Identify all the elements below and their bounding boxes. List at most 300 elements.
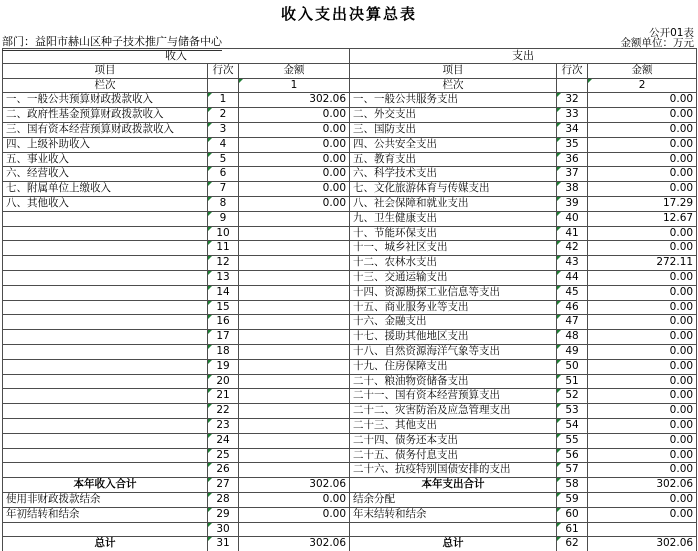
cell-flag-triangle-icon xyxy=(208,197,212,201)
table-row xyxy=(3,137,697,152)
cell-flag-triangle-icon xyxy=(588,79,592,83)
cell-flag-triangle-icon xyxy=(208,167,212,171)
income-amount-cell[interactable]: 0.00 xyxy=(239,182,350,197)
expense-line-cell[interactable]: 33 xyxy=(557,108,588,123)
income-line-cell[interactable]: 12 xyxy=(208,256,239,271)
cell-flag-triangle-icon xyxy=(208,108,212,112)
income-item-cell[interactable] xyxy=(3,241,208,256)
expense-item-cell[interactable]: 二十一、国有资本经营预算支出 xyxy=(350,389,557,404)
expense-line-cell[interactable]: 41 xyxy=(557,226,588,241)
expense-line-cell[interactable]: 35 xyxy=(557,137,588,152)
cell-flag-triangle-icon xyxy=(557,508,561,512)
cell-flag-triangle-icon xyxy=(208,93,212,97)
cell-flag-triangle-icon xyxy=(208,330,212,334)
income-line-cell[interactable]: 15 xyxy=(208,300,239,315)
expense-item-cell[interactable]: 五、教育支出 xyxy=(350,152,557,167)
table-row xyxy=(3,522,697,537)
income-item-cell[interactable]: 年初结转和结余 xyxy=(3,507,208,522)
expense-line-cell[interactable]: 48 xyxy=(557,330,588,345)
expense-line-cell[interactable]: 40 xyxy=(557,211,588,226)
table-row xyxy=(3,507,697,522)
expense-item-cell[interactable]: 二十三、其他支出 xyxy=(350,418,557,433)
table-row xyxy=(3,108,697,123)
income-amount-cell[interactable] xyxy=(239,433,350,448)
cell-flag-triangle-icon xyxy=(557,493,561,497)
table-row xyxy=(3,344,697,359)
income-item-cell[interactable]: 五、事业收入 xyxy=(3,152,208,167)
cell-flag-triangle-icon xyxy=(208,389,212,393)
table-row xyxy=(3,256,697,271)
expense-line-cell[interactable]: 39 xyxy=(557,196,588,211)
cell-flag-triangle-icon xyxy=(557,138,561,142)
cell-flag-triangle-icon xyxy=(557,108,561,112)
income-item-cell[interactable]: 使用非财政拨款结余 xyxy=(3,492,208,507)
income-line-cell[interactable]: 25 xyxy=(208,448,239,463)
table-row xyxy=(3,93,697,108)
cell-flag-triangle-icon xyxy=(557,315,561,319)
cell-flag-triangle-icon xyxy=(557,286,561,290)
expense-amount-cell[interactable]: 17.29 xyxy=(588,196,697,211)
summary-table xyxy=(2,48,697,551)
expense-amount-cell[interactable]: 0.00 xyxy=(588,344,697,359)
income-item-cell[interactable] xyxy=(3,389,208,404)
expense-item-cell[interactable]: 三、国防支出 xyxy=(350,122,557,137)
income-amount-cell[interactable] xyxy=(239,256,350,271)
table-row xyxy=(3,211,697,226)
expense-item-cell[interactable]: 一、一般公共服务支出 xyxy=(350,93,557,108)
expense-amount-cell[interactable] xyxy=(588,522,697,537)
income-line-cell[interactable]: 31 xyxy=(208,537,239,551)
income-line-cell[interactable]: 6 xyxy=(208,167,239,182)
income-amount-cell[interactable]: 0.00 xyxy=(239,108,350,123)
cell-flag-triangle-icon xyxy=(208,153,212,157)
expense-amount-cell[interactable]: 0.00 xyxy=(588,167,697,182)
table-row xyxy=(3,389,697,404)
table-row xyxy=(3,182,697,197)
income-amount-cell[interactable] xyxy=(239,330,350,345)
cell-flag-triangle-icon xyxy=(208,256,212,260)
income-amount-cell[interactable] xyxy=(239,270,350,285)
expense-line-cell[interactable]: 45 xyxy=(557,285,588,300)
income-item-cell[interactable] xyxy=(3,226,208,241)
income-item-cell[interactable] xyxy=(3,463,208,478)
expense-line-cell[interactable]: 59 xyxy=(557,492,588,507)
expense-line-cell[interactable]: 53 xyxy=(557,404,588,419)
section-expense[interactable]: 支出 xyxy=(350,49,697,64)
income-item-cell[interactable] xyxy=(3,433,208,448)
table-row xyxy=(3,270,697,285)
cell-flag-triangle-icon xyxy=(239,79,243,83)
table-row xyxy=(3,285,697,300)
expense-line-cell[interactable]: 52 xyxy=(557,389,588,404)
expense-amount-cell[interactable]: 272.11 xyxy=(588,256,697,271)
expense-line-cell[interactable]: 49 xyxy=(557,344,588,359)
cell-flag-triangle-icon xyxy=(208,449,212,453)
income-line-cell[interactable]: 27 xyxy=(208,478,239,493)
expense-item-cell[interactable]: 本年支出合计 xyxy=(350,478,557,493)
cell-flag-triangle-icon xyxy=(208,523,212,527)
income-amount-cell[interactable] xyxy=(239,315,350,330)
income-line-cell[interactable]: 30 xyxy=(208,522,239,537)
income-line-cell[interactable]: 23 xyxy=(208,418,239,433)
expense-item-cell[interactable]: 十二、农林水支出 xyxy=(350,256,557,271)
income-line-cell[interactable]: 26 xyxy=(208,463,239,478)
cell-flag-triangle-icon xyxy=(557,330,561,334)
cell-flag-triangle-icon xyxy=(208,271,212,275)
cell-flag-triangle-icon xyxy=(208,286,212,290)
income-line-cell[interactable]: 14 xyxy=(208,285,239,300)
expense-line-cell[interactable]: 36 xyxy=(557,152,588,167)
cell-flag-triangle-icon xyxy=(208,478,212,482)
income-amount-cell[interactable]: 0.00 xyxy=(239,167,350,182)
income-line-cell[interactable]: 2 xyxy=(208,108,239,123)
cell-flag-triangle-icon xyxy=(557,345,561,349)
income-item-cell[interactable] xyxy=(3,404,208,419)
income-amount-cell[interactable]: 302.06 xyxy=(239,478,350,493)
expense-line-cell[interactable]: 50 xyxy=(557,359,588,374)
table-row xyxy=(3,359,697,374)
expense-amount-cell[interactable]: 0.00 xyxy=(588,182,697,197)
expense-item-cell[interactable]: 二十六、抗疫特别国债安排的支出 xyxy=(350,463,557,478)
expense-amount-cell[interactable]: 12.67 xyxy=(588,211,697,226)
cell-flag-triangle-icon xyxy=(557,389,561,393)
income-amount-cell[interactable] xyxy=(239,211,350,226)
expense-item-cell[interactable]: 十、节能环保支出 xyxy=(350,226,557,241)
income-line-cell[interactable]: 10 xyxy=(208,226,239,241)
expense-amount-cell[interactable]: 0.00 xyxy=(588,315,697,330)
income-line-cell[interactable]: 4 xyxy=(208,137,239,152)
expense-amount-cell[interactable]: 0.00 xyxy=(588,152,697,167)
expense-item-cell[interactable]: 十九、住房保障支出 xyxy=(350,359,557,374)
cell-flag-triangle-icon xyxy=(208,345,212,349)
income-line-cell[interactable]: 13 xyxy=(208,270,239,285)
income-item-cell[interactable] xyxy=(3,522,208,537)
income-line-cell[interactable]: 21 xyxy=(208,389,239,404)
expense-amount-header[interactable]: 金额 xyxy=(588,63,697,78)
expense-amount-cell[interactable]: 302.06 xyxy=(588,478,697,493)
banci-value-text: 2 xyxy=(638,78,646,91)
cell-flag-triangle-icon xyxy=(557,182,561,186)
cell-flag-triangle-icon xyxy=(208,360,212,364)
expense-amount-cell[interactable]: 0.00 xyxy=(588,448,697,463)
income-item-cell[interactable] xyxy=(3,359,208,374)
income-banci-value[interactable] xyxy=(239,78,350,93)
income-line-cell[interactable]: 28 xyxy=(208,492,239,507)
expense-amount-cell[interactable]: 0.00 xyxy=(588,330,697,345)
expense-amount-cell[interactable]: 0.00 xyxy=(588,359,697,374)
income-amount-cell[interactable] xyxy=(239,285,350,300)
table-row xyxy=(3,418,697,433)
expense-amount-cell[interactable]: 0.00 xyxy=(588,404,697,419)
cell-flag-triangle-icon xyxy=(557,478,561,482)
income-line-cell[interactable]: 11 xyxy=(208,241,239,256)
cell-flag-triangle-icon xyxy=(557,404,561,408)
income-amount-cell[interactable]: 0.00 xyxy=(239,507,350,522)
expense-amount-cell[interactable]: 0.00 xyxy=(588,389,697,404)
income-amount-cell[interactable] xyxy=(239,404,350,419)
expense-item-cell[interactable]: 十三、交通运输支出 xyxy=(350,270,557,285)
expense-amount-cell[interactable]: 0.00 xyxy=(588,463,697,478)
income-item-cell[interactable] xyxy=(3,270,208,285)
income-line-cell[interactable]: 17 xyxy=(208,330,239,345)
expense-amount-cell[interactable]: 0.00 xyxy=(588,507,697,522)
expense-line-cell[interactable]: 55 xyxy=(557,433,588,448)
cell-flag-triangle-icon xyxy=(557,256,561,260)
cell-flag-triangle-icon xyxy=(208,241,212,245)
expense-item-cell[interactable]: 八、社会保障和就业支出 xyxy=(350,196,557,211)
income-line-cell[interactable]: 22 xyxy=(208,404,239,419)
income-line-cell[interactable]: 3 xyxy=(208,122,239,137)
income-item-cell[interactable] xyxy=(3,344,208,359)
cell-flag-triangle-icon xyxy=(557,463,561,467)
table-row xyxy=(3,404,697,419)
expense-amount-cell[interactable]: 0.00 xyxy=(588,374,697,389)
cell-flag-triangle-icon xyxy=(557,212,561,216)
table-row xyxy=(3,315,697,330)
expense-line-cell[interactable]: 44 xyxy=(557,270,588,285)
income-amount-cell[interactable] xyxy=(239,389,350,404)
income-item-cell[interactable] xyxy=(3,300,208,315)
table-row xyxy=(3,330,697,345)
expense-item-cell[interactable]: 二十四、债务还本支出 xyxy=(350,433,557,448)
expense-line-cell[interactable]: 57 xyxy=(557,463,588,478)
expense-line-cell[interactable]: 51 xyxy=(557,374,588,389)
cell-flag-triangle-icon xyxy=(208,123,212,127)
cell-flag-triangle-icon xyxy=(557,167,561,171)
expense-line-cell[interactable]: 61 xyxy=(557,522,588,537)
income-line-cell[interactable]: 18 xyxy=(208,344,239,359)
expense-item-cell[interactable]: 十七、援助其他地区支出 xyxy=(350,330,557,345)
income-line-cell[interactable]: 29 xyxy=(208,507,239,522)
income-item-header[interactable]: 项目 xyxy=(3,63,208,78)
income-line-cell[interactable]: 7 xyxy=(208,182,239,197)
table-body xyxy=(3,93,697,551)
expense-item-cell[interactable]: 二十二、灾害防治及应急管理支出 xyxy=(350,404,557,419)
income-amount-cell[interactable]: 0.00 xyxy=(239,152,350,167)
cell-flag-triangle-icon xyxy=(208,419,212,423)
income-amount-cell[interactable]: 0.00 xyxy=(239,137,350,152)
expense-line-cell[interactable]: 46 xyxy=(557,300,588,315)
cell-flag-triangle-icon xyxy=(557,375,561,379)
expense-line-cell[interactable]: 32 xyxy=(557,93,588,108)
income-amount-cell[interactable] xyxy=(239,463,350,478)
expense-line-cell[interactable]: 62 xyxy=(557,537,588,551)
expense-line-header[interactable]: 行次 xyxy=(557,63,588,78)
section-header-row xyxy=(3,49,697,64)
cell-flag-triangle-icon xyxy=(208,182,212,186)
income-amount-cell[interactable] xyxy=(239,241,350,256)
expense-item-cell[interactable]: 十五、商业服务业等支出 xyxy=(350,300,557,315)
expense-line-cell[interactable]: 38 xyxy=(557,182,588,197)
income-line-cell[interactable]: 9 xyxy=(208,211,239,226)
income-amount-cell[interactable] xyxy=(239,522,350,537)
table-row xyxy=(3,492,697,507)
income-amount-cell[interactable]: 302.06 xyxy=(239,93,350,108)
income-item-cell[interactable]: 总计 xyxy=(3,537,208,551)
report-header xyxy=(0,0,698,48)
income-amount-cell[interactable]: 0.00 xyxy=(239,196,350,211)
expense-amount-cell[interactable]: 0.00 xyxy=(588,226,697,241)
cell-flag-triangle-icon xyxy=(208,404,212,408)
expense-amount-cell[interactable]: 0.00 xyxy=(588,418,697,433)
table-row xyxy=(3,300,697,315)
expense-item-cell[interactable]: 六、科学技术支出 xyxy=(350,167,557,182)
page-title: 收入支出决算总表 xyxy=(280,5,417,23)
expense-item-cell[interactable]: 二、外交支出 xyxy=(350,108,557,123)
cell-flag-triangle-icon xyxy=(557,523,561,527)
cell-flag-triangle-icon xyxy=(208,212,212,216)
income-amount-cell[interactable] xyxy=(239,418,350,433)
income-line-cell[interactable]: 1 xyxy=(208,93,239,108)
cell-flag-triangle-icon xyxy=(557,271,561,275)
cell-flag-triangle-icon xyxy=(557,197,561,201)
table-row xyxy=(3,374,697,389)
expense-item-cell[interactable]: 二十五、债务付息支出 xyxy=(350,448,557,463)
income-item-cell[interactable] xyxy=(3,374,208,389)
expense-banci-label[interactable]: 栏次 xyxy=(350,78,557,93)
expense-item-header[interactable]: 项目 xyxy=(350,63,557,78)
cell-flag-triangle-icon xyxy=(208,138,212,142)
income-line-cell[interactable]: 5 xyxy=(208,152,239,167)
expense-amount-cell[interactable]: 0.00 xyxy=(588,93,697,108)
cell-flag-triangle-icon xyxy=(208,537,212,541)
income-amount-cell[interactable] xyxy=(239,359,350,374)
income-item-cell[interactable]: 三、国有资本经营预算财政拨款收入 xyxy=(3,122,208,137)
income-item-cell[interactable]: 八、其他收入 xyxy=(3,196,208,211)
expense-item-cell[interactable]: 结余分配 xyxy=(350,492,557,507)
expense-item-cell[interactable] xyxy=(350,522,557,537)
expense-item-cell[interactable]: 九、卫生健康支出 xyxy=(350,211,557,226)
expense-amount-cell[interactable]: 0.00 xyxy=(588,270,697,285)
expense-amount-cell[interactable]: 0.00 xyxy=(588,433,697,448)
table-row xyxy=(3,463,697,478)
income-amount-cell[interactable] xyxy=(239,374,350,389)
expense-line-cell[interactable]: 43 xyxy=(557,256,588,271)
banci-row xyxy=(3,78,697,93)
expense-item-cell[interactable]: 总计 xyxy=(350,537,557,551)
income-line-cell[interactable]: 19 xyxy=(208,359,239,374)
income-line-cell[interactable]: 20 xyxy=(208,374,239,389)
cell-flag-triangle-icon xyxy=(208,434,212,438)
cell-flag-triangle-icon xyxy=(557,360,561,364)
expense-amount-cell[interactable]: 0.00 xyxy=(588,300,697,315)
income-line-cell[interactable]: 16 xyxy=(208,315,239,330)
expense-item-cell[interactable]: 四、公共安全支出 xyxy=(350,137,557,152)
cell-flag-triangle-icon xyxy=(208,315,212,319)
income-amount-cell[interactable] xyxy=(239,300,350,315)
expense-line-cell[interactable]: 58 xyxy=(557,478,588,493)
cell-flag-triangle-icon xyxy=(557,153,561,157)
expense-amount-cell[interactable]: 0.00 xyxy=(588,241,697,256)
expense-line-cell[interactable]: 60 xyxy=(557,507,588,522)
cell-flag-triangle-icon xyxy=(557,449,561,453)
expense-item-cell[interactable]: 十六、金融支出 xyxy=(350,315,557,330)
income-amount-cell[interactable] xyxy=(239,226,350,241)
cell-flag-triangle-icon xyxy=(557,123,561,127)
expense-amount-cell[interactable]: 0.00 xyxy=(588,285,697,300)
cell-flag-triangle-icon xyxy=(208,508,212,512)
cell-flag-triangle-icon xyxy=(557,419,561,423)
cell-flag-triangle-icon xyxy=(208,375,212,379)
income-item-cell[interactable]: 一、一般公共预算财政拨款收入 xyxy=(3,93,208,108)
cell-flag-triangle-icon xyxy=(557,227,561,231)
cell-flag-triangle-icon xyxy=(557,434,561,438)
table-row xyxy=(3,196,697,211)
expense-line-cell[interactable]: 54 xyxy=(557,418,588,433)
income-amount-cell[interactable]: 0.00 xyxy=(239,492,350,507)
income-item-cell[interactable] xyxy=(3,418,208,433)
cell-flag-triangle-icon xyxy=(557,241,561,245)
income-item-cell[interactable]: 本年收入合计 xyxy=(3,478,208,493)
expense-banci-value[interactable] xyxy=(588,78,697,93)
income-banci-line-cell[interactable] xyxy=(208,78,239,93)
department-label: 部门：益阳市赫山区种子技术推广与储备中心 xyxy=(2,33,222,51)
table-row xyxy=(3,537,697,551)
cell-flag-triangle-icon xyxy=(208,463,212,467)
income-item-cell[interactable] xyxy=(3,315,208,330)
income-item-cell[interactable] xyxy=(3,330,208,345)
table-row xyxy=(3,241,697,256)
expense-line-cell[interactable]: 47 xyxy=(557,315,588,330)
expense-item-cell[interactable]: 十四、资源勘探工业信息等支出 xyxy=(350,285,557,300)
expense-item-cell[interactable]: 年末结转和结余 xyxy=(350,507,557,522)
income-item-cell[interactable]: 六、经营收入 xyxy=(3,167,208,182)
expense-item-cell[interactable]: 十八、自然资源海洋气象等支出 xyxy=(350,344,557,359)
expense-amount-cell[interactable]: 0.00 xyxy=(588,492,697,507)
cell-flag-triangle-icon xyxy=(557,93,561,97)
cell-flag-triangle-icon xyxy=(208,301,212,305)
cell-flag-triangle-icon xyxy=(208,493,212,497)
income-line-header[interactable]: 行次 xyxy=(208,63,239,78)
expense-amount-cell[interactable]: 0.00 xyxy=(588,137,697,152)
expense-line-cell[interactable]: 37 xyxy=(557,167,588,182)
expense-item-cell[interactable]: 七、文化旅游体育与传媒支出 xyxy=(350,182,557,197)
expense-line-cell[interactable]: 56 xyxy=(557,448,588,463)
expense-item-cell[interactable]: 二十、粮油物资储备支出 xyxy=(350,374,557,389)
income-line-cell[interactable]: 24 xyxy=(208,433,239,448)
table-row xyxy=(3,152,697,167)
income-item-cell[interactable] xyxy=(3,285,208,300)
income-item-cell[interactable]: 七、附属单位上缴收入 xyxy=(3,182,208,197)
expense-amount-cell[interactable]: 0.00 xyxy=(588,108,697,123)
table-row xyxy=(3,122,697,137)
income-item-cell[interactable] xyxy=(3,448,208,463)
table-row xyxy=(3,167,697,182)
income-item-cell[interactable] xyxy=(3,256,208,271)
income-amount-cell[interactable]: 302.06 xyxy=(239,537,350,551)
income-amount-cell[interactable] xyxy=(239,448,350,463)
expense-line-cell[interactable]: 34 xyxy=(557,122,588,137)
table-row xyxy=(3,448,697,463)
income-amount-header[interactable]: 金额 xyxy=(239,63,350,78)
income-item-cell[interactable]: 四、上级补助收入 xyxy=(3,137,208,152)
income-amount-cell[interactable]: 0.00 xyxy=(239,122,350,137)
expense-amount-cell[interactable]: 0.00 xyxy=(588,122,697,137)
section-income[interactable]: 收入 xyxy=(3,49,350,64)
expense-amount-cell[interactable]: 302.06 xyxy=(588,537,697,551)
income-banci-label[interactable]: 栏次 xyxy=(3,78,208,93)
income-line-cell[interactable]: 8 xyxy=(208,196,239,211)
table-row xyxy=(3,226,697,241)
expense-line-cell[interactable]: 42 xyxy=(557,241,588,256)
expense-item-cell[interactable]: 十一、城乡社区支出 xyxy=(350,241,557,256)
income-amount-cell[interactable] xyxy=(239,344,350,359)
expense-banci-line-cell[interactable] xyxy=(557,78,588,93)
income-item-cell[interactable] xyxy=(3,211,208,226)
cell-flag-triangle-icon xyxy=(557,537,561,541)
unit-note: 金额单位：万元 xyxy=(620,37,694,49)
income-item-cell[interactable]: 二、政府性基金预算财政拨款收入 xyxy=(3,108,208,123)
